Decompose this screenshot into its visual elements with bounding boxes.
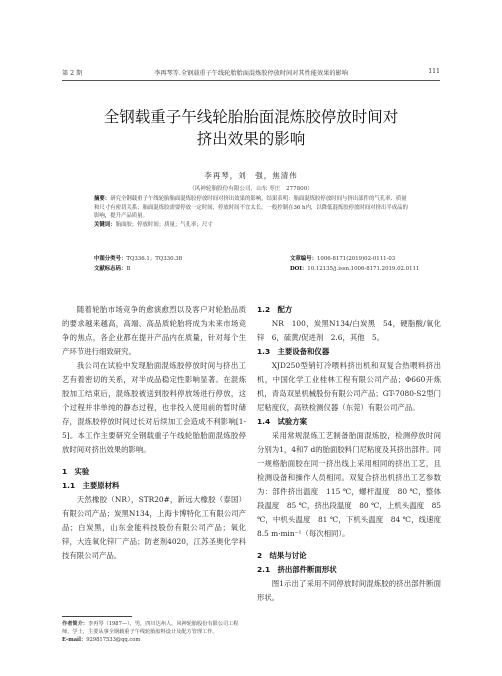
- running-head: [62, 68, 440, 80]
- left-column: [62, 303, 246, 563]
- scheme-paragraph: 采用常规混炼工艺制备胎面混炼胶，检测停放时间分别为1，4和7 d的胎面胶料门尼粘度及其挤出部件。同一规格胎面胶在同一挤出线上采用相同的挤出工艺，且检测设备和操作人员相同。双复合挤出机挤出工艺参数为：部件挤出温度 115 ℃，螺杆温度 80 ℃，整体段温度 85 ℃，挤出段温度 80 ℃，上机头温度 85 ℃，中机头温度 81 ℃，下机头温度 84 ℃，线速度 8.5 m·min⁻¹（每次相同）。: [257, 431, 449, 538]
- section-2-heading: 2 结果与讨论: [257, 551, 307, 560]
- affiliation: （风神轮胎股份有限公司，山东 枣庄 277800）: [189, 186, 313, 192]
- article-title: [62, 106, 440, 150]
- right-column: [257, 303, 449, 605]
- article-no-label: 文章编号：: [290, 256, 317, 262]
- section-1-1-heading: 1.1 主要原材料: [62, 481, 120, 490]
- author-footnote: [62, 620, 246, 644]
- clc-row: [94, 254, 182, 262]
- title-line-2: 挤出效果的影响: [196, 130, 306, 148]
- running-title: 李再琴等.全钢载重子午线轮胎胎面混炼胶停放时间对其性能效果的影响: [154, 70, 348, 77]
- clc-value: TQ336.1；TQ330.38: [126, 256, 183, 262]
- email-label: E-mail：: [62, 637, 87, 643]
- abstract: [94, 195, 410, 221]
- issue-number: 第 2 期: [62, 70, 83, 77]
- email-value: 929817533@qq.com: [86, 637, 141, 643]
- section-2-1-heading: 2.1 挤出部件断面形状: [257, 565, 337, 574]
- abstract-label: 摘要：: [94, 196, 111, 202]
- materials-paragraph: 天然橡胶（NR），STR20#，新远大橡胶（泰国）有限公司产品；炭黑N134，上海卡博特化工有限公司产品；白炭黑，山东金能科技股份有限公司产品；氧化锌，大连氧化锌厂产品；防老剂4020，江苏圣奥化学科技有限公司产品。: [62, 495, 246, 560]
- section-1-4-heading: 1.4 试验方案: [257, 417, 308, 426]
- header-rule: [62, 80, 440, 81]
- author-bio-text: 李再琴（1987—），男，四川达州人，风神轮胎股份有限公司工程师，学士，主要从事全钢载重子午线轮胎胶料设计及配方管理工作。: [62, 621, 239, 635]
- keywords-text: 胎面胶；停放时间；质量；气孔率；尺寸: [115, 221, 213, 228]
- article-no-value: 1006-8171(2019)02-0111-03: [316, 256, 396, 262]
- intro-paragraph-1: 随着轮胎市场竞争的愈演愈烈以及客户对轮胎品质的要求越来越高，高端、高品质轮胎将成为未来市场竞争的焦点，各企业都在提升产品内在质量，针对每个生产环节进行细致研究。: [62, 305, 246, 356]
- page-number: 111: [428, 68, 440, 75]
- doi-row: [290, 264, 419, 272]
- abstract-text: 研究全钢载重子午线轮胎胎面混炼胶停放时间对挤出效果的影响。结果表明：胎面混炼胶停放时间与挤出部件的气孔率、质量和尺寸有密切关系；胎面混炼胶需要停放一定时间，停放时间不宜太长，一般控制在36 h内，以降低混炼胶停放时间对挤出半成品的影响，提升产品质量。: [94, 196, 408, 220]
- equipment-paragraph: XJD250型销钉冷喂料挤出机和双复合热喂料挤出机，中国化学工业桂林工程有限公司产品；Φ660开炼机，青岛双星机械股份有限公司产品；GT-7080-S2型门尼粘度仪，高铁检测仪器（东莞）有限公司产品。: [257, 361, 441, 412]
- keywords-label: 关键词：: [94, 221, 116, 228]
- intro-paragraph-2: 我公司在试验中发现胎面混炼胶停放时间与挤出工艺有着密切的关系，对半成品稳定性影响显著。在混炼胶加工结束后，混炼胶被送到胶料停放场进行停放，这个过程并非单纯的静态过程，也非投入使用前的暂时储存，混炼胶停放时间过长对后续加工会造成不利影响[1-5]。本工作主要研究全钢载重子午线轮胎胎面混炼胶停放时间对挤出效果的影响。: [62, 361, 246, 454]
- author-bio-label: 作者简介：: [62, 621, 88, 627]
- clc-label: 中图分类号：: [94, 256, 127, 262]
- doc-code-label: 文献标志码：: [94, 266, 127, 272]
- section-1-heading: 1 实验: [62, 467, 90, 476]
- author-bio: [62, 620, 246, 636]
- keywords: [94, 221, 410, 230]
- doc-code-row: [94, 264, 130, 272]
- doi-value: 10.12135/j.issn.1006-8171.2019.02.0111: [307, 266, 420, 272]
- footnote-rule: [62, 616, 132, 617]
- doi-label: DOI：: [290, 266, 308, 272]
- section-1-3-heading: 1.3 主要设备和仪器: [257, 347, 330, 356]
- article-no-row: [290, 254, 395, 262]
- author-email: [62, 636, 246, 644]
- doc-code-value: B: [126, 266, 131, 272]
- formula-paragraph: NR 100，炭黑N134/白炭黑 54，硬脂酸/氧化锌 6，硫黄/促进剂 2.6，其他 5。: [257, 319, 441, 342]
- title-line-1: 全钢载重子午线轮胎胎面混炼胶停放时间对: [103, 108, 399, 126]
- results-paragraph: 图1示出了采用不同停放时间混炼胶的挤出部件断面形状。: [257, 579, 441, 602]
- section-1-2-heading: 1.2 配方: [257, 305, 293, 314]
- abstract-block: [94, 195, 410, 229]
- authors: 李再琴，刘 强，焦清伟: [204, 171, 298, 180]
